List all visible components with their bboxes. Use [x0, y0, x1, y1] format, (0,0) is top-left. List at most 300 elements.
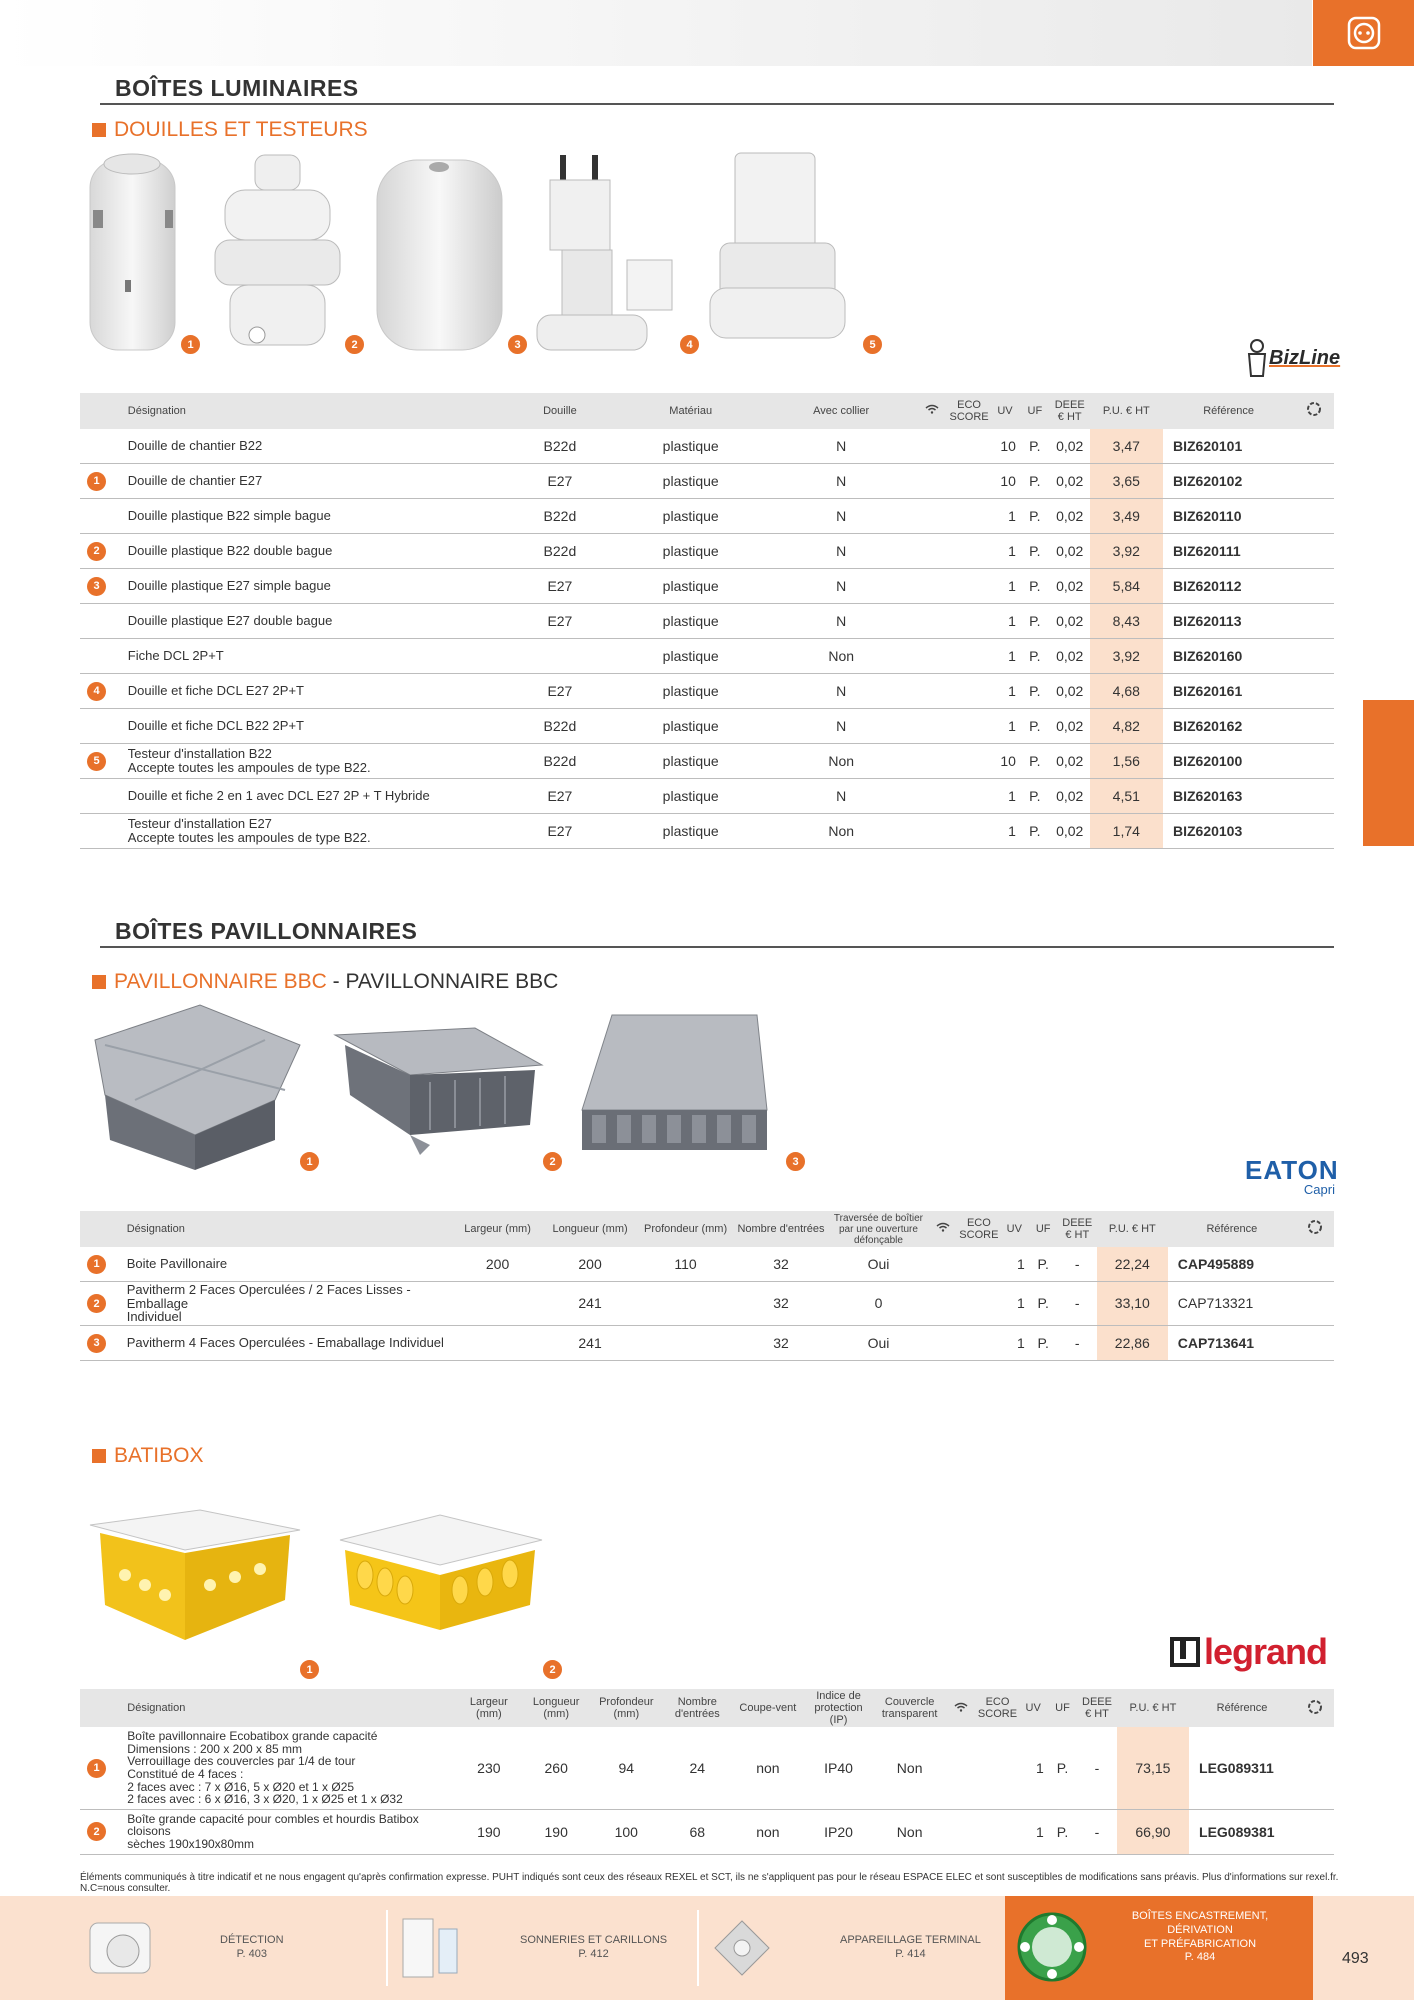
- header-uv: UV: [1018, 1689, 1047, 1727]
- cell-uf: P.: [1020, 744, 1050, 779]
- product-image-box-3: [572, 1010, 787, 1170]
- cell-collier: N: [766, 674, 916, 709]
- row-badge: 2: [87, 1822, 106, 1841]
- cell-uv: 1: [1018, 1809, 1047, 1854]
- cell-ip: IP20: [803, 1809, 874, 1854]
- header-recycle: [1294, 393, 1334, 429]
- table-row: [80, 674, 1334, 709]
- header-longueur: Longueur (mm): [541, 1211, 638, 1247]
- cell-uf: P.: [1020, 499, 1050, 534]
- row-badge-cell: [80, 429, 122, 464]
- row-badge: 5: [87, 752, 106, 771]
- cell-entrees: 68: [662, 1809, 733, 1854]
- cell-uv: 1: [1018, 1727, 1047, 1809]
- cell-deee: -: [1077, 1727, 1117, 1809]
- footer-link-appareillage[interactable]: [705, 1896, 1000, 2000]
- cell-empty: [1294, 499, 1334, 534]
- cell-eco: [948, 534, 990, 569]
- header-longueur: Longueur (mm): [522, 1689, 591, 1727]
- header-uf: UF: [1020, 393, 1050, 429]
- cell-largeur: [454, 1325, 542, 1360]
- cell-collier: N: [766, 534, 916, 569]
- legrand-logo-icon: [1170, 1637, 1200, 1667]
- side-tab[interactable]: [1363, 700, 1414, 846]
- header-wifi: [927, 1211, 958, 1247]
- cell-designation: Testeur d'installation B22 Accepte toutes les ampoules de type B22.: [122, 744, 505, 779]
- cell-price: 66,90: [1117, 1809, 1189, 1854]
- cell-reference: BIZ620160: [1163, 639, 1294, 674]
- header-ref: Référence: [1163, 393, 1294, 429]
- cell-deee: -: [1058, 1247, 1097, 1282]
- cell-designation: Boite Pavillonaire: [121, 1247, 454, 1282]
- cell-douille: B22d: [504, 429, 615, 464]
- cell-uf: P.: [1029, 1325, 1058, 1360]
- cell-reference: BIZ620163: [1163, 779, 1294, 814]
- header-designation: Désignation: [121, 1211, 454, 1247]
- cell-wifi: [916, 499, 948, 534]
- cell-eco: [948, 674, 990, 709]
- cell-uf: P.: [1029, 1282, 1058, 1326]
- junction-box-icon: [1015, 1910, 1090, 1985]
- product-image-tester-5: [705, 148, 850, 348]
- footer-separator: [386, 1910, 388, 1986]
- cell-douille: E27: [504, 604, 615, 639]
- cell-price: 73,15: [1117, 1727, 1189, 1809]
- cell-collier: N: [766, 709, 916, 744]
- product-image-box-1: [85, 1000, 305, 1175]
- cell-designation: Douille plastique B22 simple bague: [122, 499, 505, 534]
- footer-separator: [697, 1910, 699, 1986]
- cell-eco: [948, 779, 990, 814]
- bullet-square: [92, 123, 106, 137]
- footer-label: APPAREILLAGE TERMINAL: [840, 1934, 981, 1947]
- doorbell-icon: [395, 1913, 470, 1983]
- product-badge: 4: [679, 334, 700, 355]
- table-row: [80, 604, 1334, 639]
- footer-label: DÉRIVATION: [1167, 1923, 1233, 1936]
- table-row: [80, 499, 1334, 534]
- cell-wifi: [927, 1282, 958, 1326]
- cell-wifi: [927, 1247, 958, 1282]
- cell-uv: 1: [990, 709, 1020, 744]
- header-profondeur: Profondeur (mm): [639, 1211, 733, 1247]
- header-designation: Désignation: [122, 393, 505, 429]
- cell-empty: [1294, 639, 1334, 674]
- header-uf: UF: [1048, 1689, 1077, 1727]
- cell-uf: P.: [1020, 639, 1050, 674]
- cell-designation: Douille plastique E27 simple bague: [122, 569, 505, 604]
- cell-price: 3,49: [1090, 499, 1163, 534]
- wifi-icon: [936, 1222, 950, 1232]
- cell-empty: [1294, 534, 1334, 569]
- cell-collier: N: [766, 569, 916, 604]
- row-badge-cell: [80, 1727, 121, 1809]
- cell-deee: 0,02: [1050, 744, 1090, 779]
- cell-uf: P.: [1048, 1727, 1077, 1809]
- cell-designation: Douille et fiche 2 en 1 avec DCL E27 2P + T Hybride: [122, 779, 505, 814]
- cell-longueur: 190: [522, 1809, 591, 1854]
- cell-couvercle: Non: [874, 1809, 945, 1854]
- footer-label: DÉTECTION: [220, 1934, 284, 1947]
- cell-empty: [1294, 604, 1334, 639]
- cell-uv: 10: [990, 429, 1020, 464]
- cell-materiau: plastique: [615, 814, 766, 849]
- cell-reference: BIZ620100: [1163, 744, 1294, 779]
- cell-longueur: 200: [541, 1247, 638, 1282]
- row-badge-cell: [80, 1325, 121, 1360]
- disclaimer: Éléments communiqués à titre indicatif et ne nous engagent qu'après confirmation expresse. PUHT indiqués sont ceux des réseaux REXEL et SCT, ils ne s'appliquent pas pour le réseau ESPACE ELEC et sont susceptibles de modifications sans préavis. Plus d'informations sur rexel.fr. N.C=nous consulter.: [80, 1872, 1339, 1894]
- divider: [100, 103, 1334, 105]
- footer-link-detection[interactable]: [85, 1896, 325, 2000]
- cell-price: 22,86: [1097, 1325, 1168, 1360]
- cell-largeur: 190: [456, 1809, 522, 1854]
- cell-deee: 0,02: [1050, 814, 1090, 849]
- cell-reference: BIZ620103: [1163, 814, 1294, 849]
- cell-profondeur: 110: [639, 1247, 733, 1282]
- cell-eco: [948, 709, 990, 744]
- footer-page: P. 414: [895, 1948, 926, 1960]
- cell-deee: 0,02: [1050, 499, 1090, 534]
- footer-label: SONNERIES ET CARILLONS: [520, 1934, 668, 1947]
- header-ip: Indice de protection (IP): [803, 1689, 874, 1727]
- header-deee: DEEE € HT: [1050, 393, 1090, 429]
- cell-coupevent: non: [733, 1727, 803, 1809]
- cell-price: 4,68: [1090, 674, 1163, 709]
- cell-price: 1,74: [1090, 814, 1163, 849]
- wifi-icon: [954, 1702, 968, 1712]
- product-badge: 1: [299, 1659, 320, 1680]
- subsection-pavillonnaire: [92, 970, 558, 994]
- cell-materiau: plastique: [615, 464, 766, 499]
- cell-wifi: [916, 814, 948, 849]
- bizline-mascot-icon: [1245, 338, 1269, 378]
- cell-reference: CAP713321: [1168, 1282, 1296, 1326]
- cell-designation: Douille plastique E27 double bague: [122, 604, 505, 639]
- cell-price: 5,84: [1090, 569, 1163, 604]
- cell-empty: [1294, 569, 1334, 604]
- table-row: [80, 534, 1334, 569]
- cell-ip: IP40: [803, 1727, 874, 1809]
- header-entrees: Nombre d'entrées: [662, 1689, 733, 1727]
- cell-empty: [1296, 1247, 1334, 1282]
- product-image-socket-3: [372, 155, 507, 355]
- cell-designation: Boîte pavillonnaire Ecobatibox grande capacité Dimensions : 200 x 200 x 85 mm Verrouillage des couvercles par 1/4 de tour Constitué de 4 faces : 2 faces avec : 7 x Ø16, 5 x Ø20 et 1 x Ø25 2 faces avec : 6 x Ø16, 3 x Ø20, 1 x Ø25 et 1 x Ø32: [121, 1727, 456, 1809]
- cell-deee: 0,02: [1050, 604, 1090, 639]
- cell-profondeur: 100: [591, 1809, 662, 1854]
- footer-label: ET PRÉFABRICATION: [1143, 1937, 1257, 1950]
- cell-deee: 0,02: [1050, 464, 1090, 499]
- cell-longueur: 241: [541, 1325, 638, 1360]
- cell-entrees: 32: [732, 1247, 829, 1282]
- header-badge: [80, 1211, 121, 1247]
- table-header-row: [80, 1689, 1334, 1727]
- row-badge: 1: [87, 1255, 106, 1274]
- cell-collier: N: [766, 464, 916, 499]
- footer-page: P. 412: [578, 1948, 609, 1960]
- cell-price: 4,51: [1090, 779, 1163, 814]
- cell-collier: N: [766, 429, 916, 464]
- brand-name: BizLine: [1269, 346, 1341, 369]
- cell-collier: Non: [766, 639, 916, 674]
- cell-price: 3,47: [1090, 429, 1163, 464]
- row-badge-cell: [80, 709, 122, 744]
- cell-uf: P.: [1020, 569, 1050, 604]
- cell-deee: 0,02: [1050, 639, 1090, 674]
- motion-detector-icon: [85, 1913, 160, 1983]
- cell-uv: 1: [1000, 1247, 1029, 1282]
- row-badge-cell: [80, 639, 122, 674]
- cell-uv: 1: [990, 499, 1020, 534]
- cell-eco: [948, 569, 990, 604]
- cell-uf: P.: [1020, 429, 1050, 464]
- cell-empty: [1294, 709, 1334, 744]
- row-badge: 4: [87, 682, 106, 701]
- cell-uv: 1: [990, 569, 1020, 604]
- cell-wifi: [927, 1325, 958, 1360]
- cell-designation: Pavitherm 4 Faces Operculées - Emaballage Individuel: [121, 1325, 454, 1360]
- header-badge: [80, 393, 122, 429]
- product-badge: 2: [542, 1659, 563, 1680]
- header-eco: ECO SCORE: [977, 1689, 1019, 1727]
- cell-douille: E27: [504, 814, 615, 849]
- cell-designation: Douille plastique B22 double bague: [122, 534, 505, 569]
- cell-eco: [958, 1325, 1000, 1360]
- cell-douille: E27: [504, 569, 615, 604]
- cell-deee: 0,02: [1050, 709, 1090, 744]
- cell-designation: Douille de chantier E27: [122, 464, 505, 499]
- cell-deee: -: [1058, 1325, 1097, 1360]
- cell-collier: Non: [766, 814, 916, 849]
- cell-reference: LEG089381: [1189, 1809, 1295, 1854]
- section-title-luminaires: BOÎTES LUMINAIRES: [115, 75, 359, 101]
- cell-reference: CAP495889: [1168, 1247, 1296, 1282]
- cell-longueur: 260: [522, 1727, 591, 1809]
- header-wifi: [945, 1689, 976, 1727]
- footer-link-boites-active[interactable]: [1005, 1896, 1313, 2000]
- cell-uv: 1: [990, 779, 1020, 814]
- cell-uv: 1: [990, 604, 1020, 639]
- cell-deee: 0,02: [1050, 534, 1090, 569]
- divider: [100, 946, 1334, 948]
- row-badge: 1: [87, 472, 106, 491]
- cell-uf: P.: [1020, 779, 1050, 814]
- row-badge: 2: [87, 1294, 106, 1313]
- subsection-batibox: [92, 1444, 203, 1468]
- cell-empty: [1294, 744, 1334, 779]
- recycle-icon: [1308, 1700, 1322, 1714]
- product-badge: 1: [180, 334, 201, 355]
- header-eco: ECO SCORE: [948, 393, 990, 429]
- cell-deee: 0,02: [1050, 569, 1090, 604]
- header-coupevent: Coupe-vent: [733, 1689, 803, 1727]
- section-title-pavillonnaires: BOÎTES PAVILLONNAIRES: [115, 918, 418, 944]
- row-badge-cell: [80, 779, 122, 814]
- product-table-pavillonnaire: [80, 1211, 1334, 1361]
- cell-reference: BIZ620112: [1163, 569, 1294, 604]
- top-banner: [0, 0, 1312, 66]
- brand-logo-bizline: [1245, 338, 1340, 378]
- cell-uv: 10: [990, 744, 1020, 779]
- cell-eco: [958, 1282, 1000, 1326]
- footer-nav: [0, 1896, 1414, 2000]
- row-badge-cell: [80, 1282, 121, 1326]
- header-pu: P.U. € HT: [1090, 393, 1163, 429]
- cell-traversee: Oui: [830, 1325, 928, 1360]
- product-image-batibox-2: [330, 1510, 545, 1650]
- cell-price: 4,82: [1090, 709, 1163, 744]
- cell-designation: Boîte grande capacité pour combles et hourdis Batibox cloisons sèches 190x190x80mm: [121, 1809, 456, 1854]
- table-row: [80, 744, 1334, 779]
- cell-empty: [1296, 1282, 1334, 1326]
- cell-uv: 1: [1000, 1325, 1029, 1360]
- cell-uf: P.: [1020, 604, 1050, 639]
- row-badge-cell: [80, 744, 122, 779]
- header-ref: Référence: [1189, 1689, 1295, 1727]
- cell-wifi: [945, 1809, 976, 1854]
- cell-reference: BIZ620102: [1163, 464, 1294, 499]
- cell-materiau: plastique: [615, 639, 766, 674]
- cell-wifi: [916, 744, 948, 779]
- cell-deee: 0,02: [1050, 779, 1090, 814]
- cell-empty: [1296, 1325, 1334, 1360]
- page-number: 493: [1342, 1950, 1369, 1967]
- table-row: [80, 464, 1334, 499]
- wifi-icon: [925, 404, 939, 414]
- row-badge-cell: [80, 674, 122, 709]
- cell-entrees: 32: [732, 1325, 829, 1360]
- brand-name: EATON: [1245, 1155, 1339, 1185]
- cell-deee: 0,02: [1050, 429, 1090, 464]
- brand-logo-legrand: [1170, 1631, 1327, 1673]
- cell-douille: E27: [504, 779, 615, 814]
- footer-active-label: [1095, 1910, 1305, 1965]
- product-badge: 1: [299, 1151, 320, 1172]
- row-badge-cell: [80, 569, 122, 604]
- row-badge-cell: [80, 604, 122, 639]
- cell-entrees: 32: [732, 1282, 829, 1326]
- cell-reference: LEG089311: [1189, 1727, 1295, 1809]
- cell-price: 8,43: [1090, 604, 1163, 639]
- cell-materiau: plastique: [615, 674, 766, 709]
- subsection-title: DOUILLES ET TESTEURS: [114, 118, 368, 141]
- cell-uf: P.: [1020, 674, 1050, 709]
- cell-uf: P.: [1020, 534, 1050, 569]
- subsection-douilles: [92, 118, 368, 142]
- cell-eco: [948, 604, 990, 639]
- cell-wifi: [916, 604, 948, 639]
- cell-reference: BIZ620110: [1163, 499, 1294, 534]
- cell-eco: [948, 464, 990, 499]
- footer-label: BOÎTES ENCASTREMENT,: [1131, 1910, 1269, 1922]
- product-image-socket-4: [532, 150, 682, 355]
- row-badge-cell: [80, 499, 122, 534]
- table-header-row: [80, 393, 1334, 429]
- header-wifi: [916, 393, 948, 429]
- cell-wifi: [916, 534, 948, 569]
- cell-wifi: [916, 464, 948, 499]
- cell-eco: [977, 1809, 1019, 1854]
- header-badge: [80, 1689, 121, 1727]
- cell-largeur: [454, 1282, 542, 1326]
- cell-douille: B22d: [504, 709, 615, 744]
- cell-price: 3,65: [1090, 464, 1163, 499]
- product-badge: 2: [344, 334, 365, 355]
- cell-uv: 10: [990, 464, 1020, 499]
- row-badge: 3: [87, 1334, 106, 1353]
- cell-eco: [948, 429, 990, 464]
- header-eco: ECO SCORE: [958, 1211, 1000, 1247]
- cell-eco: [977, 1727, 1019, 1809]
- header-materiau: Matériau: [615, 393, 766, 429]
- header-designation: Désignation: [121, 1689, 456, 1727]
- table-row: [80, 1325, 1334, 1360]
- table-row: [80, 1247, 1334, 1282]
- row-badge-cell: [80, 814, 122, 849]
- cell-entrees: 24: [662, 1727, 733, 1809]
- product-table-douilles: [80, 393, 1334, 849]
- cell-eco: [948, 639, 990, 674]
- cell-douille: E27: [504, 464, 615, 499]
- row-badge-cell: [80, 1809, 121, 1854]
- cell-reference: BIZ620101: [1163, 429, 1294, 464]
- cell-reference: BIZ620111: [1163, 534, 1294, 569]
- table-body: [80, 1727, 1334, 1854]
- cell-eco: [958, 1247, 1000, 1282]
- cell-douille: B22d: [504, 744, 615, 779]
- cell-uf: P.: [1048, 1809, 1077, 1854]
- recycle-icon: [1307, 402, 1321, 416]
- cell-collier: N: [766, 499, 916, 534]
- cell-materiau: plastique: [615, 604, 766, 639]
- cell-douille: B22d: [504, 499, 615, 534]
- cell-materiau: plastique: [615, 534, 766, 569]
- header-traversee: Traversée de boîtier par une ouverture défonçable: [830, 1211, 928, 1247]
- cell-wifi: [945, 1727, 976, 1809]
- category-tab[interactable]: [1313, 0, 1414, 66]
- cell-douille: B22d: [504, 534, 615, 569]
- cell-reference: BIZ620113: [1163, 604, 1294, 639]
- table-row: [80, 779, 1334, 814]
- brand-sub: Capri: [1303, 1182, 1335, 1197]
- cell-uv: 1: [990, 639, 1020, 674]
- brand-name: legrand: [1204, 1631, 1328, 1672]
- table-row: [80, 569, 1334, 604]
- cell-materiau: plastique: [615, 429, 766, 464]
- cell-traversee: Oui: [830, 1247, 928, 1282]
- table-row: [80, 639, 1334, 674]
- cell-designation: Testeur d'installation E27 Accepte toutes les ampoules de type B22.: [122, 814, 505, 849]
- cell-designation: Douille et fiche DCL E27 2P+T: [122, 674, 505, 709]
- cell-eco: [948, 814, 990, 849]
- brand-logo-eaton: [1245, 1155, 1339, 1197]
- cell-collier: N: [766, 779, 916, 814]
- table-body: [80, 1247, 1334, 1360]
- cell-douille: [504, 639, 615, 674]
- cell-wifi: [916, 639, 948, 674]
- table-body: [80, 429, 1334, 849]
- row-badge: 3: [87, 577, 106, 596]
- bullet-square: [92, 1449, 106, 1463]
- socket-icon: [1347, 16, 1381, 50]
- footer-link-sonneries[interactable]: [395, 1896, 695, 2000]
- product-image-box-2: [330, 1020, 545, 1165]
- cell-price: 33,10: [1097, 1282, 1168, 1326]
- cell-materiau: plastique: [615, 569, 766, 604]
- header-pu: P.U. € HT: [1117, 1689, 1189, 1727]
- product-image-socket-1: [85, 150, 185, 355]
- subsection-title: PAVILLONNAIRE BBC: [114, 970, 327, 993]
- cell-profondeur: [639, 1325, 733, 1360]
